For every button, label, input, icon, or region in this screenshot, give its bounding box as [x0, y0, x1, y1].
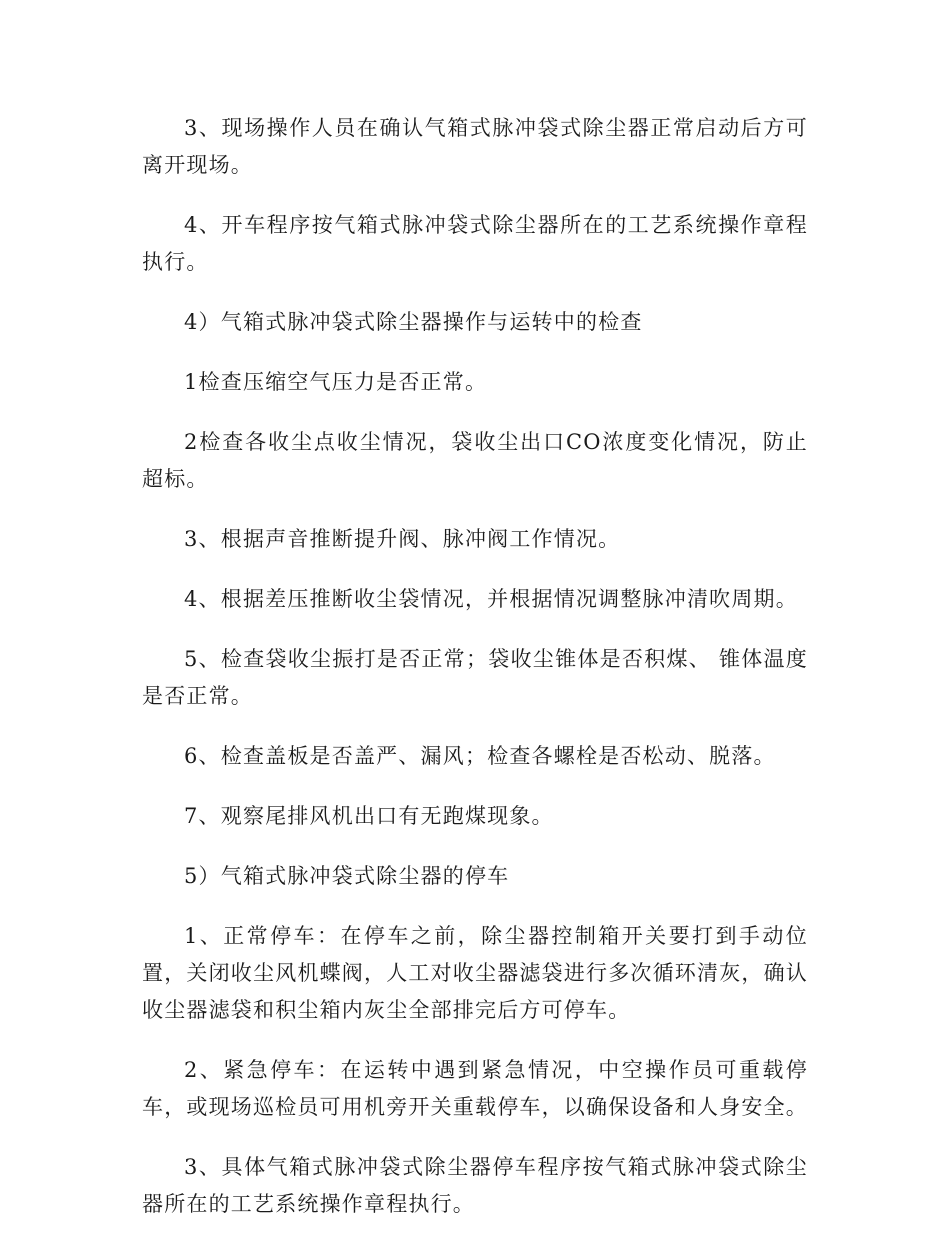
paragraph-startup-confirm: 3、现场操作人员在确认气箱式脉冲袋式除尘器正常启动后方可离开现场。: [142, 116, 808, 177]
paragraph-check-valves: 3、根据声音推断提升阀、脉冲阀工作情况。: [184, 527, 621, 551]
paragraph-check-cover-bolts: 6、检查盖板是否盖严、漏风；检查各螺栓是否松动、脱落。: [184, 744, 776, 768]
paragraph-emergency-shutdown: 2、紧急停车：在运转中遇到紧急情况，中空操作员可重载停车，或现场巡检员可用机旁开关重载停车，以确保设备和人身安全。: [142, 1058, 808, 1119]
paragraph-check-exhaust-fan: 7、观察尾排风机出口有无跑煤现象。: [184, 804, 554, 828]
document-body: [142, 110, 808, 1246]
paragraph-check-air-pressure: 1检查压缩空气压力是否正常。: [184, 370, 488, 394]
section-heading-shutdown: 5）气箱式脉冲袋式除尘器的停车: [184, 864, 510, 888]
paragraph-check-rapping: 5、检查袋收尘振打是否正常；袋收尘锥体是否积煤、 锥体温度是否正常。: [142, 647, 808, 708]
paragraph-normal-shutdown: 1、正常停车：在停车之前，除尘器控制箱开关要打到手动位置，关闭收尘风机蝶阀，人工对收尘器滤袋进行多次循环清灰，确认收尘器滤袋和积尘箱内灰尘全部排完后方可停车。: [142, 924, 808, 1022]
paragraph-check-dust-points: 2检查各收尘点收尘情况，袋收尘出口CO浓度变化情况，防止超标。: [142, 430, 808, 491]
paragraph-startup-procedure: 4、开车程序按气箱式脉冲袋式除尘器所在的工艺系统操作章程执行。: [142, 213, 808, 274]
paragraph-check-pressure-diff: 4、根据差压推断收尘袋情况，并根据情况调整脉冲清吹周期。: [184, 587, 798, 611]
section-heading-operation-check: 4）气箱式脉冲袋式除尘器操作与运转中的检查: [184, 310, 643, 334]
paragraph-shutdown-procedure: 3、具体气箱式脉冲袋式除尘器停车程序按气箱式脉冲袋式除尘器所在的工艺系统操作章程执行。: [142, 1155, 808, 1216]
